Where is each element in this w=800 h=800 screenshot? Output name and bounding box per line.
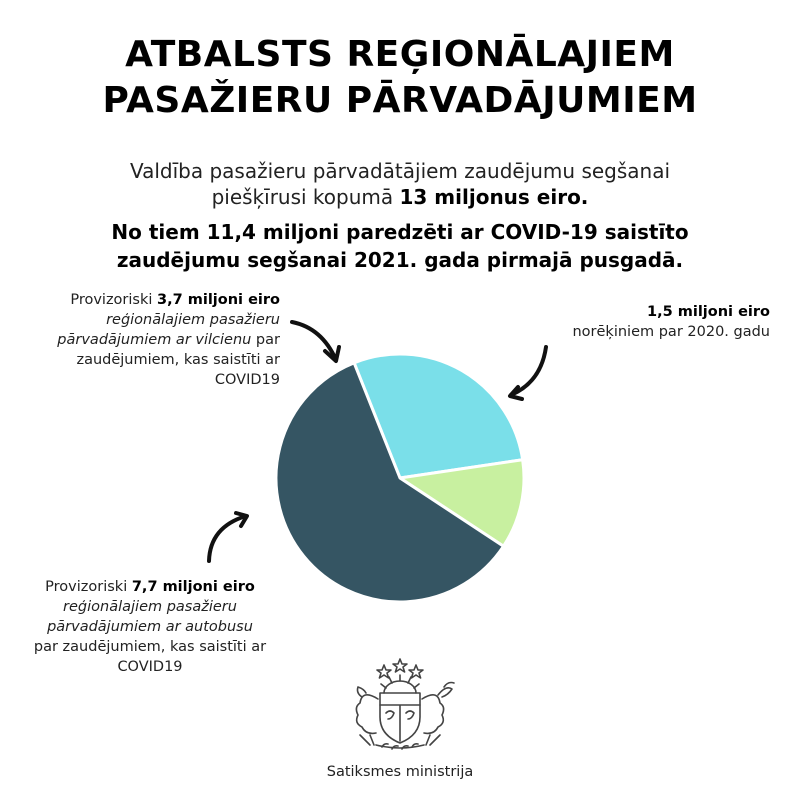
arrow-bus-icon bbox=[209, 516, 246, 561]
annotation-train-italic-2: pārvadājumiem ar vilcienu bbox=[57, 332, 252, 348]
emblem-oak-branches-icon bbox=[376, 744, 424, 749]
highlight-line-1: No tiem 11,4 miljoni paredzēti ar COVID-19 saistīto bbox=[111, 220, 689, 244]
emblem-griffin-icon bbox=[422, 683, 454, 746]
annotation-train-after: par bbox=[251, 332, 280, 348]
annotation-train-line-4: zaudējumiem, kas saistīti ar bbox=[76, 352, 280, 368]
annotation-bus-line-2 bbox=[10, 597, 290, 617]
annotation-train-prefix: Provizoriski bbox=[70, 292, 158, 308]
annotation-bus-italic-1: reģionālajiem pasažieru bbox=[63, 599, 237, 615]
title-line-1: ATBALSTS REĢIONĀLAJIEM bbox=[125, 34, 675, 75]
emblem-shield-icon bbox=[380, 693, 420, 743]
annotation-train-line-1 bbox=[10, 290, 280, 310]
intro-line-2-text: piešķīrusi kopumā bbox=[211, 185, 400, 209]
annotation-train-line-2 bbox=[10, 310, 280, 330]
emblem-lion-icon bbox=[356, 687, 378, 745]
annotation-train-italic-1: reģionālajiem pasažieru bbox=[106, 312, 280, 328]
highlight-line-2: zaudējumu segšanai 2021. gada pirmajā pusgadā. bbox=[116, 248, 684, 272]
pie-slices bbox=[276, 354, 524, 602]
annotation-bus-line-3 bbox=[10, 617, 290, 637]
annotation-bus bbox=[10, 577, 290, 677]
annotation-train bbox=[10, 290, 280, 390]
annotation-bus-amount: 7,7 miljoni eiro bbox=[131, 579, 255, 595]
intro-total-amount: 13 miljonus eiro. bbox=[399, 185, 589, 209]
annotation-train-amount: 3,7 miljoni eiro bbox=[157, 292, 280, 308]
annotation-bus-italic-2: pārvadājumiem ar autobusu bbox=[47, 619, 253, 635]
ministry-name: Satiksmes ministrija bbox=[326, 764, 474, 780]
annotation-train-line-5: COVID19 bbox=[214, 372, 280, 388]
annotation-previous-year-line-1 bbox=[520, 302, 770, 322]
annotation-bus-prefix: Provizoriski bbox=[45, 579, 132, 595]
annotation-previous-year-line-2: norēķiniem par 2020. gadu bbox=[572, 324, 770, 340]
annotation-previous-year bbox=[520, 302, 770, 342]
annotation-train-line-3 bbox=[10, 330, 280, 350]
annotation-bus-line-1 bbox=[10, 577, 290, 597]
annotation-bus-line-4: par zaudējumiem, kas saistīti ar bbox=[33, 639, 267, 655]
intro-line-1: Valdība pasažieru pārvadātājiem zaudējumu segšanai bbox=[129, 159, 671, 183]
annotation-bus-line-5: COVID19 bbox=[117, 659, 183, 675]
title-line-2: PASAŽIERU PĀRVADĀJUMIEM bbox=[102, 80, 698, 121]
annotation-previous-year-amount: 1,5 miljoni eiro bbox=[647, 304, 770, 320]
coat-of-arms-icon bbox=[340, 655, 460, 751]
